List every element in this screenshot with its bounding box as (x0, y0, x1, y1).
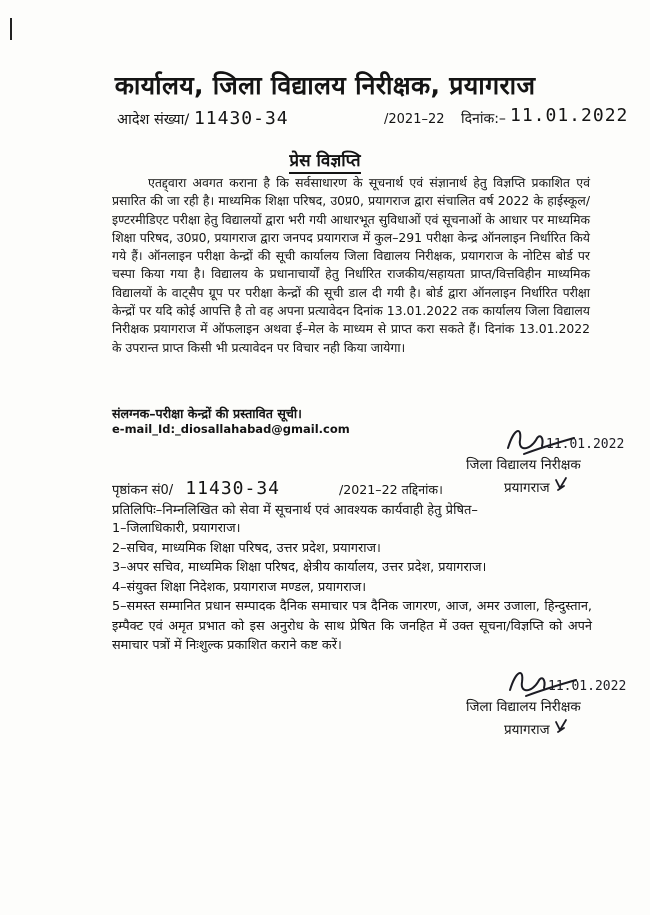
signature-2-place-row (466, 718, 581, 741)
order-year: /2021–22 (384, 112, 445, 127)
signature-1-designation: जिला विद्यालय निरीक्षक (466, 457, 581, 473)
press-note-heading (0, 148, 650, 171)
signature-1-place: प्रयागराज (504, 480, 550, 496)
endorsement-year: /2021–22 तद्दिनांक। (339, 482, 443, 497)
scan-edge-mark (10, 18, 12, 40)
endorsement-label: पृष्ठांकन सं0/ (112, 483, 174, 498)
copy-to-item: 2–सचिव, माध्यमिक शिक्षा परिषद, उत्तर प्रदेश, प्रयागराज। (112, 540, 381, 556)
press-note-body (112, 174, 590, 357)
copy-to-list (112, 519, 592, 656)
press-note-heading-text: प्रेस विज्ञप्ति (289, 151, 360, 174)
copy-to-item: 4–संयुक्त शिक्षा निदेशक, प्रयागराज मण्डल, प्रयागराज। (112, 579, 367, 595)
signature-block-2 (466, 697, 581, 741)
order-date-handwritten: 11.01.2022 (510, 105, 629, 126)
contact-email: e-mail_Id:_diosallahabad@gmail.com (112, 422, 350, 436)
endorsement-number-line (112, 478, 280, 499)
order-number-handwritten: 11430-34 (193, 108, 289, 129)
signature-1-date: 11.01.2022 (546, 437, 625, 452)
enclosure-note: संलग्नक–परीक्षा केन्द्रों की प्रस्तावित सूची। (112, 406, 302, 421)
press-note-paragraph: एतद्द्वारा अवगत कराना है कि सर्वसाधारण के सूचनार्थ एवं संज्ञानार्थ हेतु विज्ञप्ति प्रकाशित एवं प्रसारित की जा रही है। माध्यमिक शिक्षा परिषद, उ0प्र0, प्रयागराज द्वारा संचालित वर्ष 2022 के हाईस्कूल/इण्टरमीडिएट परीक्षा हेतु विद्यालयों द्वारा भरी गयी आधारभूत सुविधाओं एवं सूचनाओं के आधार पर माध्यमिक शिक्षा परिषद, उ0प्र0, प्रयागराज द्वारा जनपद प्रयागराज में कुल–291 परीक्षा केन्द्र ऑनलाइन निर्धारित किये गये हैं। ऑनलाइन परीक्षा केन्द्रों की सूची कार्यालय जिला विद्यालय निरीक्षक, प्रयागराज के नोटिस बोर्ड पर चस्पा किया गया है। विद्यालय के प्रधानाचार्यों हेतु निर्धारित राजकीय/सहायता प्राप्त/वित्तविहीन माध्यमिक विद्यालयों के वाट्सैप ग्रूप पर परीक्षा केन्द्रों की सूची डाल दी गयी है। बोर्ड द्वारा ऑनलाइन निर्धारित परीक्षा केन्द्रों पर यदि कोई आपत्ति है तो वह अपना प्रत्यावेदन दिनांक 13.01.2022 तक कार्यालय जिला विद्यालय निरीक्षक प्रयागराज में ऑफलाइन अथवा ई–मेल के माध्यम से प्राप्त करा सकते हैं। दिनांक 13.01.2022 के उपरान्त प्राप्त किसी भी प्रत्यावेदन पर विचार नही किया जायेगा। (112, 175, 590, 355)
initial-mark-1 (554, 476, 568, 492)
order-number-line (117, 108, 289, 129)
copy-to-item: 5–समस्त सम्मानित प्रधान सम्पादक दैनिक समाचार पत्र दैनिक जागरण, आज, अमर उजाला, हिन्दुस्तान, इम्पैक्ट एवं अमृत प्रभात को इस अनुरोध के साथ प्रेषित कि जनहित में उक्त सूचना/विज्ञप्ति को अपने समाचार पत्रों में निःशुल्क प्रकाशित कराने कष्ट करें। (112, 599, 592, 653)
office-title: कार्यालय, जिला विद्यालय निरीक्षक, प्रयागराज (114, 71, 536, 100)
signature-block-1 (466, 455, 581, 499)
signature-2-date: 11.01.2022 (548, 679, 627, 694)
copy-to-item: 1–जिलाधिकारी, प्रयागराज। (112, 521, 241, 536)
signature-1-place-row (466, 476, 581, 499)
signature-2-place: प्रयागराज (504, 722, 550, 738)
signature-2-designation: जिला विद्यालय निरीक्षक (466, 699, 581, 715)
initial-mark-2 (554, 718, 568, 734)
copy-to-item: 3–अपर सचिव, माध्यमिक शिक्षा परिषद, क्षेत्रीय कार्यालय, उत्तर प्रदेश, प्रयागराज। (112, 560, 487, 575)
order-label: आदेश संख्या/ (117, 112, 190, 128)
endorsement-number-handwritten: 11430-34 (185, 478, 281, 499)
copy-to-intro: प्रतिलिपिः–निम्नलिखित को सेवा में सूचनार्थ एवं आवश्यक कार्यवाही हेतु प्रेषित– (112, 503, 478, 518)
order-date-label: दिनांक:– (461, 111, 506, 127)
